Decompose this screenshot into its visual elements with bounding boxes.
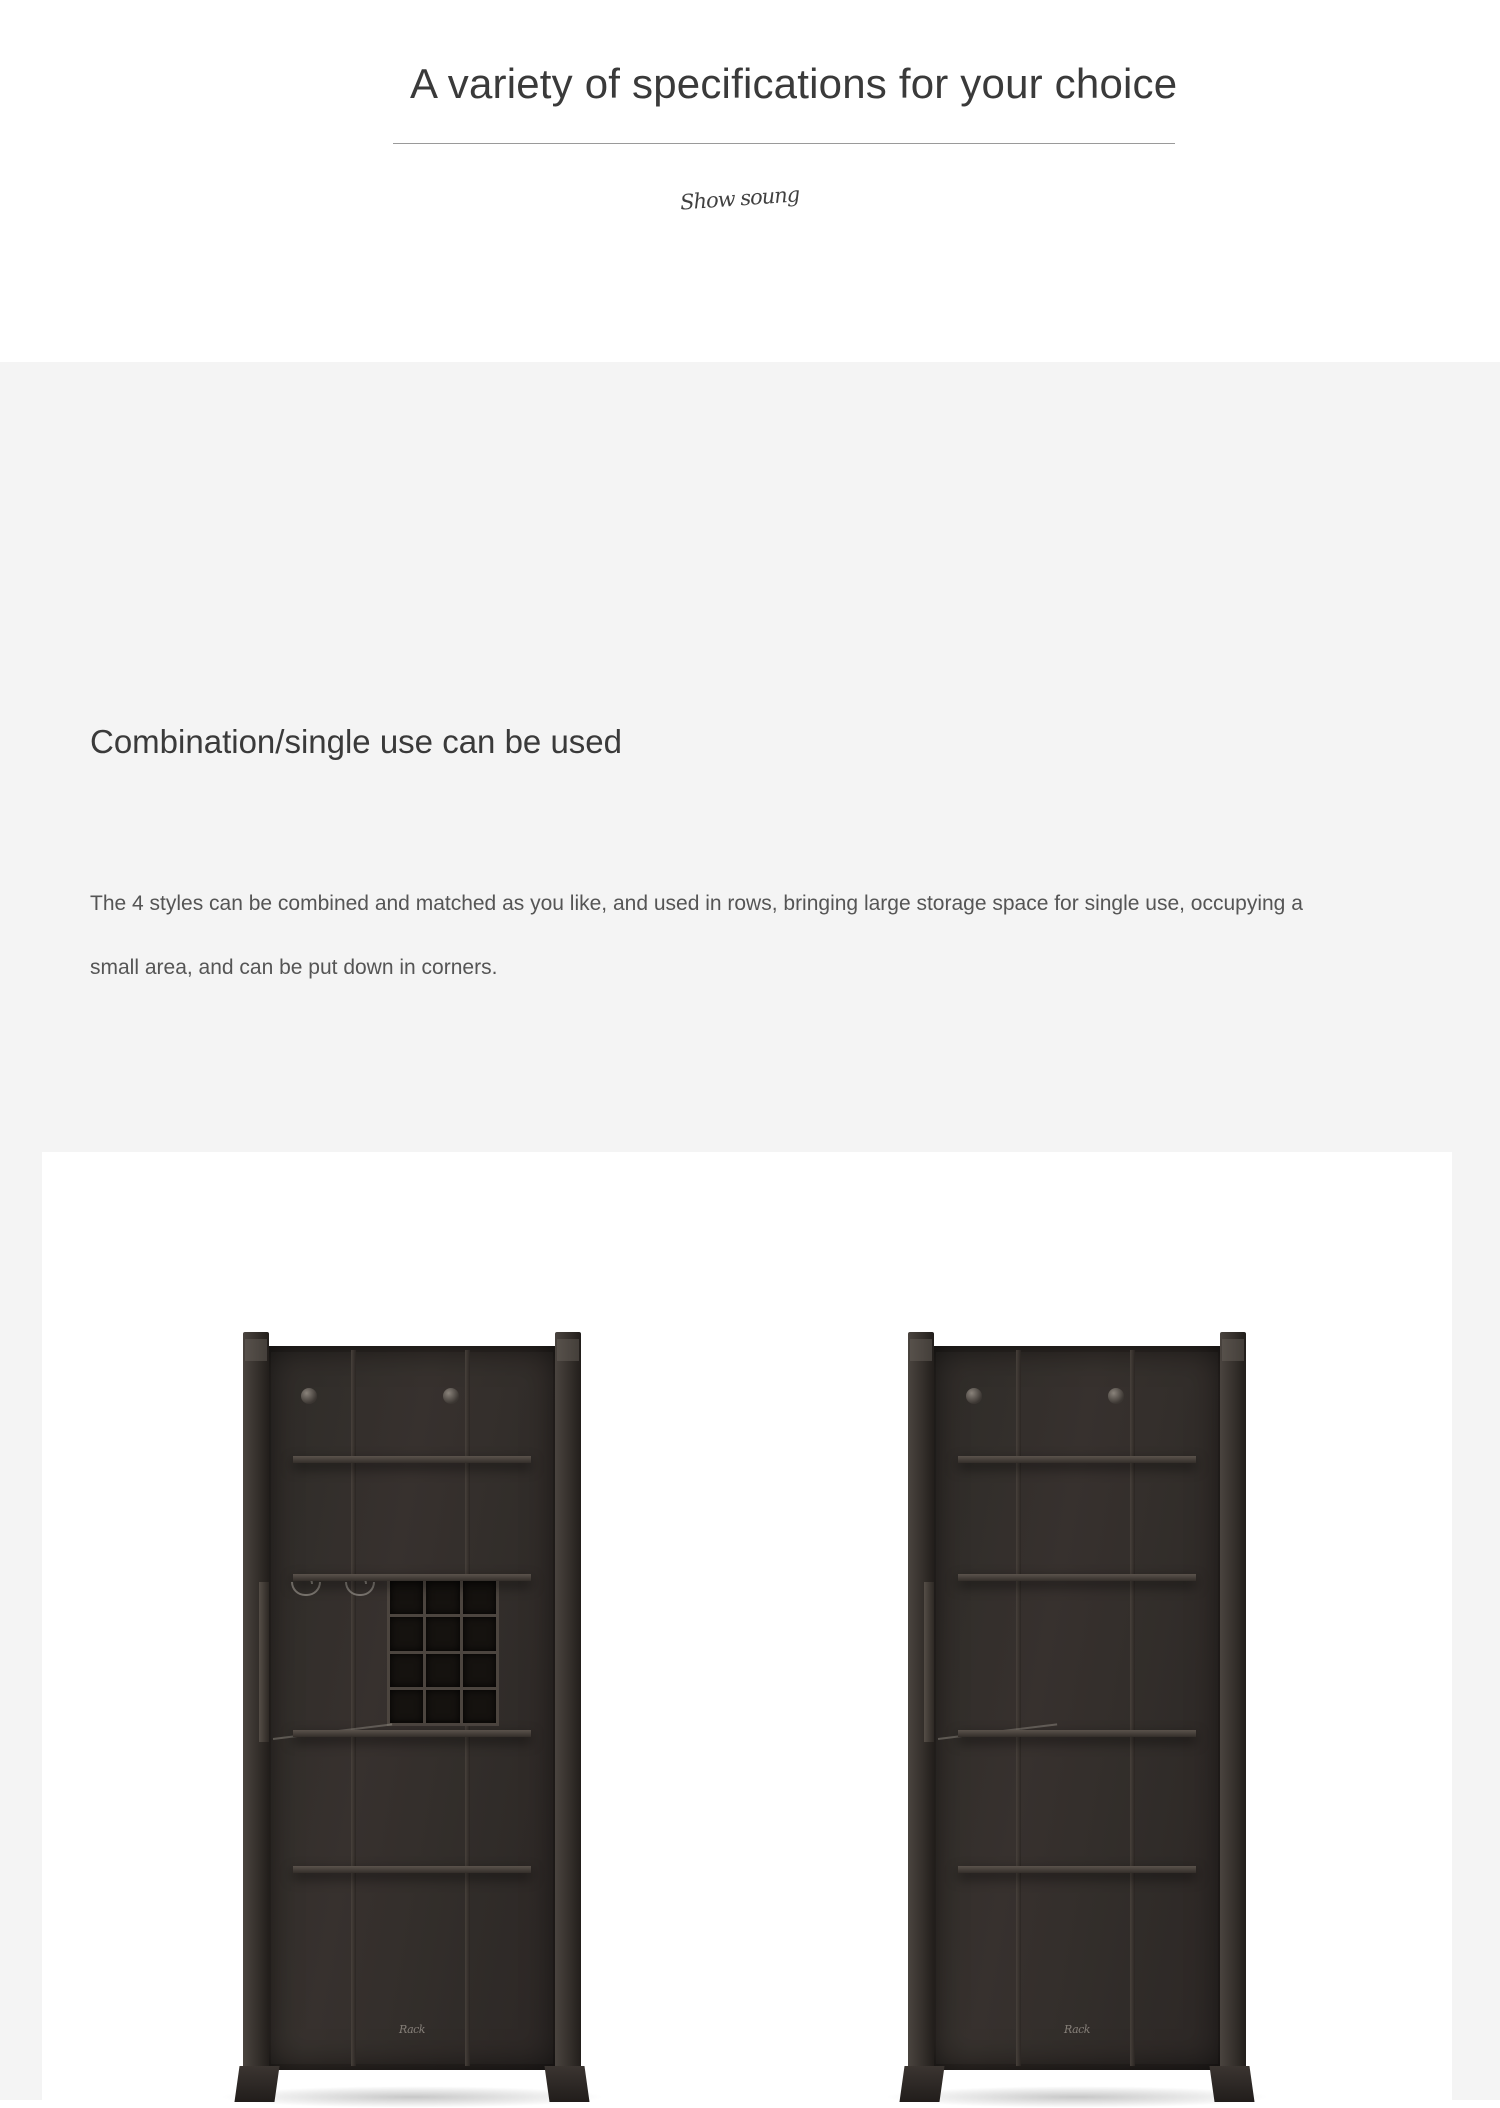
cabinet-body <box>930 1346 1224 2070</box>
side-post-right <box>1220 1332 1246 2100</box>
cabinet-foot <box>234 2066 279 2102</box>
wine-cell <box>390 1617 423 1650</box>
page-title: A variety of specifications for your choice <box>410 60 1178 107</box>
side-post-right <box>555 1332 581 2100</box>
title-divider <box>393 143 1175 144</box>
wine-cell <box>390 1581 423 1614</box>
wine-bottle-rack <box>387 1578 499 1726</box>
product-image-open-shelf-cabinet[interactable] <box>902 1332 1252 2100</box>
door-edge <box>924 1582 934 1742</box>
shelf <box>293 1456 531 1463</box>
wine-cell <box>463 1654 496 1687</box>
wine-cell <box>463 1617 496 1650</box>
signature-mark: Show soung <box>679 182 800 215</box>
cabinet-foot <box>544 2066 589 2102</box>
feature-heading: Combination/single use can be used <box>90 723 623 760</box>
product-gallery <box>42 1152 1452 2100</box>
wine-cell <box>390 1654 423 1687</box>
brand-plate: Rack <box>1064 2023 1090 2036</box>
wine-cell <box>463 1690 496 1723</box>
wine-cell <box>390 1690 423 1723</box>
knob-icon <box>443 1388 459 1404</box>
shelf <box>958 1456 1196 1463</box>
cabinet-body <box>265 1346 559 2070</box>
cabinet-foot <box>899 2066 944 2102</box>
knob-icon <box>301 1388 317 1404</box>
shelf <box>958 1866 1196 1873</box>
shelf <box>293 1866 531 1873</box>
wine-cell <box>426 1581 459 1614</box>
wine-cell <box>426 1690 459 1723</box>
product-image-wine-rack-cabinet[interactable] <box>237 1332 587 2100</box>
feature-description: The 4 styles can be combined and matched as you like, and used in rows, bringing large storage space for single use, occupying a small area, and can be put down in corners. <box>90 892 1303 979</box>
shelf <box>958 1730 1196 1737</box>
brand-plate: Rack <box>399 2023 425 2036</box>
knob-icon <box>1108 1388 1124 1404</box>
knob-icon <box>966 1388 982 1404</box>
shelf <box>958 1574 1196 1581</box>
hero-section <box>0 0 1500 362</box>
cabinet-foot <box>1209 2066 1254 2102</box>
feature-section <box>0 362 1500 2100</box>
wine-cell <box>426 1617 459 1650</box>
shelf <box>293 1730 531 1737</box>
wine-cell <box>463 1581 496 1614</box>
wine-cell <box>426 1654 459 1687</box>
shelf <box>293 1574 531 1581</box>
door-edge <box>259 1582 269 1742</box>
